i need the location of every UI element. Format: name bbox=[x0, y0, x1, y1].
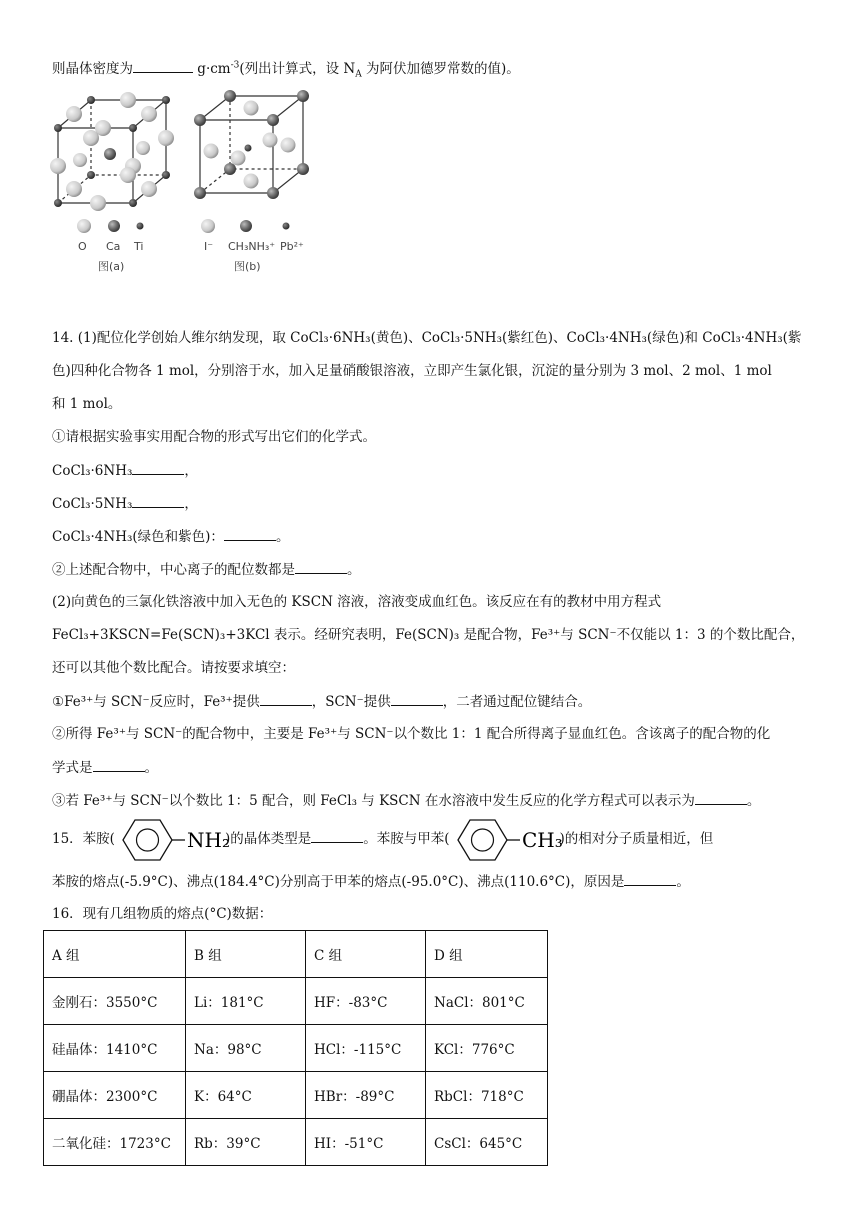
table-cell: HI：-51°C bbox=[306, 1119, 426, 1166]
toluene-structure bbox=[450, 817, 563, 863]
avogadro-subscript: A bbox=[355, 69, 362, 80]
answer-blank[interactable] bbox=[695, 790, 747, 805]
density-exponent: -3 bbox=[230, 60, 240, 71]
fig-b-atoms bbox=[194, 90, 309, 199]
answer-blank[interactable] bbox=[132, 460, 184, 475]
q14-s2-line1: ②所得 Fe³⁺与 SCN⁻的配合物中，主要是 Fe³⁺与 SCN⁻以个数比 1：1 配合所得离子显血红色。含该离子的配合物的化 bbox=[52, 726, 771, 742]
legend-lead: Pb²⁺ bbox=[280, 240, 304, 253]
q14-p2-line2: FeCl₃+3KSCN=Fe(SCN)₃+3KCl 表示。经研究表明，Fe(SCN)₃ 是配合物，Fe³⁺与 SCN⁻不仅能以 1：3 的个数比配合， bbox=[52, 627, 805, 643]
methyl-group-label: CH₃ bbox=[521, 827, 563, 852]
legend-o: O bbox=[78, 240, 87, 253]
q14-formula-2: CoCl₃·5NH₃ ， bbox=[52, 493, 198, 514]
table-cell: Rb：39°C bbox=[186, 1119, 306, 1166]
table-header-row bbox=[44, 931, 548, 978]
table-cell: CsCl：645°C bbox=[426, 1119, 548, 1166]
fig-a-atoms bbox=[50, 92, 174, 211]
table-cell: 二氧化硅：1723°C bbox=[44, 1119, 186, 1166]
table-cell: 硅晶体：1410°C bbox=[44, 1025, 186, 1072]
density-unit: g·cm bbox=[197, 61, 231, 77]
table-cell: Na：98°C bbox=[186, 1025, 306, 1072]
q14-sub2: ②上述配合物中，中心离子的配位数都是 。 bbox=[52, 559, 361, 580]
q14-sub1: ①请根据实验事实用配合物的形式写出它们的化学式。 bbox=[52, 429, 376, 445]
table-cell: 金刚石：3550°C bbox=[44, 978, 186, 1025]
header-cell: C 组 bbox=[306, 931, 426, 978]
q14-p2-line1: (2)向黄色的三氯化铁溶液中加入无色的 KSCN 溶液，溶液变成血红色。该反应在有的教材中用方程式 bbox=[52, 594, 662, 610]
answer-blank[interactable] bbox=[260, 691, 312, 706]
caption-a: 图(a) bbox=[98, 260, 125, 273]
table-cell: HBr：-89°C bbox=[306, 1072, 426, 1119]
header-cell: D 组 bbox=[426, 931, 548, 978]
answer-blank[interactable] bbox=[391, 691, 443, 706]
melting-point-table bbox=[43, 930, 548, 1166]
answer-blank[interactable] bbox=[93, 757, 145, 772]
q14-s2-line2: 学式是 。 bbox=[52, 757, 158, 778]
table-row bbox=[44, 1025, 548, 1072]
density-note: (列出计算式，设 N bbox=[239, 61, 356, 77]
answer-blank[interactable] bbox=[133, 58, 193, 73]
amine-group-label: NH₂ bbox=[186, 827, 230, 852]
q14-s3: ③若 Fe³⁺与 SCN⁻以个数比 1：5 配合，则 FeCl₃ 与 KSCN 在水溶液中发生反应的化学方程式可以表示为 。 bbox=[52, 790, 760, 811]
aniline-structure bbox=[115, 817, 230, 863]
answer-blank[interactable] bbox=[295, 559, 347, 574]
table-cell: Li：181°C bbox=[186, 978, 306, 1025]
density-note-end: 为阿伏加德罗常数的值)。 bbox=[361, 61, 520, 77]
legend-iodide: I⁻ bbox=[204, 240, 214, 253]
table-cell: RbCl：718°C bbox=[426, 1072, 548, 1119]
table-cell: 硼晶体：2300°C bbox=[44, 1072, 186, 1119]
crystal-structure-figures bbox=[48, 88, 328, 278]
q16-title: 16．现有几组物质的熔点(°C)数据： bbox=[52, 906, 273, 922]
answer-blank[interactable] bbox=[224, 526, 276, 541]
header-cell: B 组 bbox=[186, 931, 306, 978]
legend-ca: Ca bbox=[106, 240, 121, 253]
table-cell: KCl：776°C bbox=[426, 1025, 548, 1072]
table-cell: HF：-83°C bbox=[306, 978, 426, 1025]
legend-methylammonium: CH₃NH₃⁺ bbox=[228, 240, 276, 253]
q15-line1: 15．苯胺( NH₂ )的晶体类型是 。苯胺与甲苯( CH₃ )的相对分子质量相近，但 bbox=[52, 816, 713, 863]
answer-blank[interactable] bbox=[311, 828, 363, 843]
legend-ti: Ti bbox=[134, 240, 144, 253]
table-cell: HCl：-115°C bbox=[306, 1025, 426, 1072]
q14-p2-line3: 还可以其他个数比配合。请按要求填空： bbox=[52, 660, 295, 676]
table-row bbox=[44, 978, 548, 1025]
caption-b: 图(b) bbox=[234, 260, 261, 273]
q14-p1-line2: 色)四种化合物各 1 mol，分别溶于水，加入足量硝酸银溶液，立即产生氯化银，沉淀的量分别为 3 mol、2 mol、1 mol bbox=[52, 363, 772, 379]
density-line bbox=[52, 58, 520, 79]
table-cell: NaCl：801°C bbox=[426, 978, 548, 1025]
header-cell: A 组 bbox=[44, 931, 186, 978]
q14-p1-line1: 14. (1)配位化学创始人维尔纳发现，取 CoCl₃·6NH₃(黄色)、CoCl₃·5NH₃(紫红色)、CoCl₃·4NH₃(绿色)和 CoCl₃·4NH₃(紫 bbox=[52, 330, 802, 346]
q14-p1-line3: 和 1 mol。 bbox=[52, 396, 122, 412]
table-row bbox=[44, 1119, 548, 1166]
table-row bbox=[44, 1072, 548, 1119]
density-prefix: 则晶体密度为 bbox=[52, 61, 133, 77]
q15-line2: 苯胺的熔点(-5.9°C)、沸点(184.4°C)分别高于甲苯的熔点(-95.0°C)、沸点(110.6°C)，原因是 。 bbox=[52, 871, 690, 892]
table-cell: K：64°C bbox=[186, 1072, 306, 1119]
q14-formula-1: CoCl₃·6NH₃ ， bbox=[52, 460, 198, 481]
answer-blank[interactable] bbox=[624, 871, 676, 886]
answer-blank[interactable] bbox=[132, 493, 184, 508]
q14-formula-3: CoCl₃·4NH₃(绿色和紫色)： 。 bbox=[52, 526, 289, 547]
q14-s1: ①Fe³⁺与 SCN⁻反应时，Fe³⁺提供 ，SCN⁻提供 ，二者通过配位键结合。 bbox=[52, 691, 591, 712]
